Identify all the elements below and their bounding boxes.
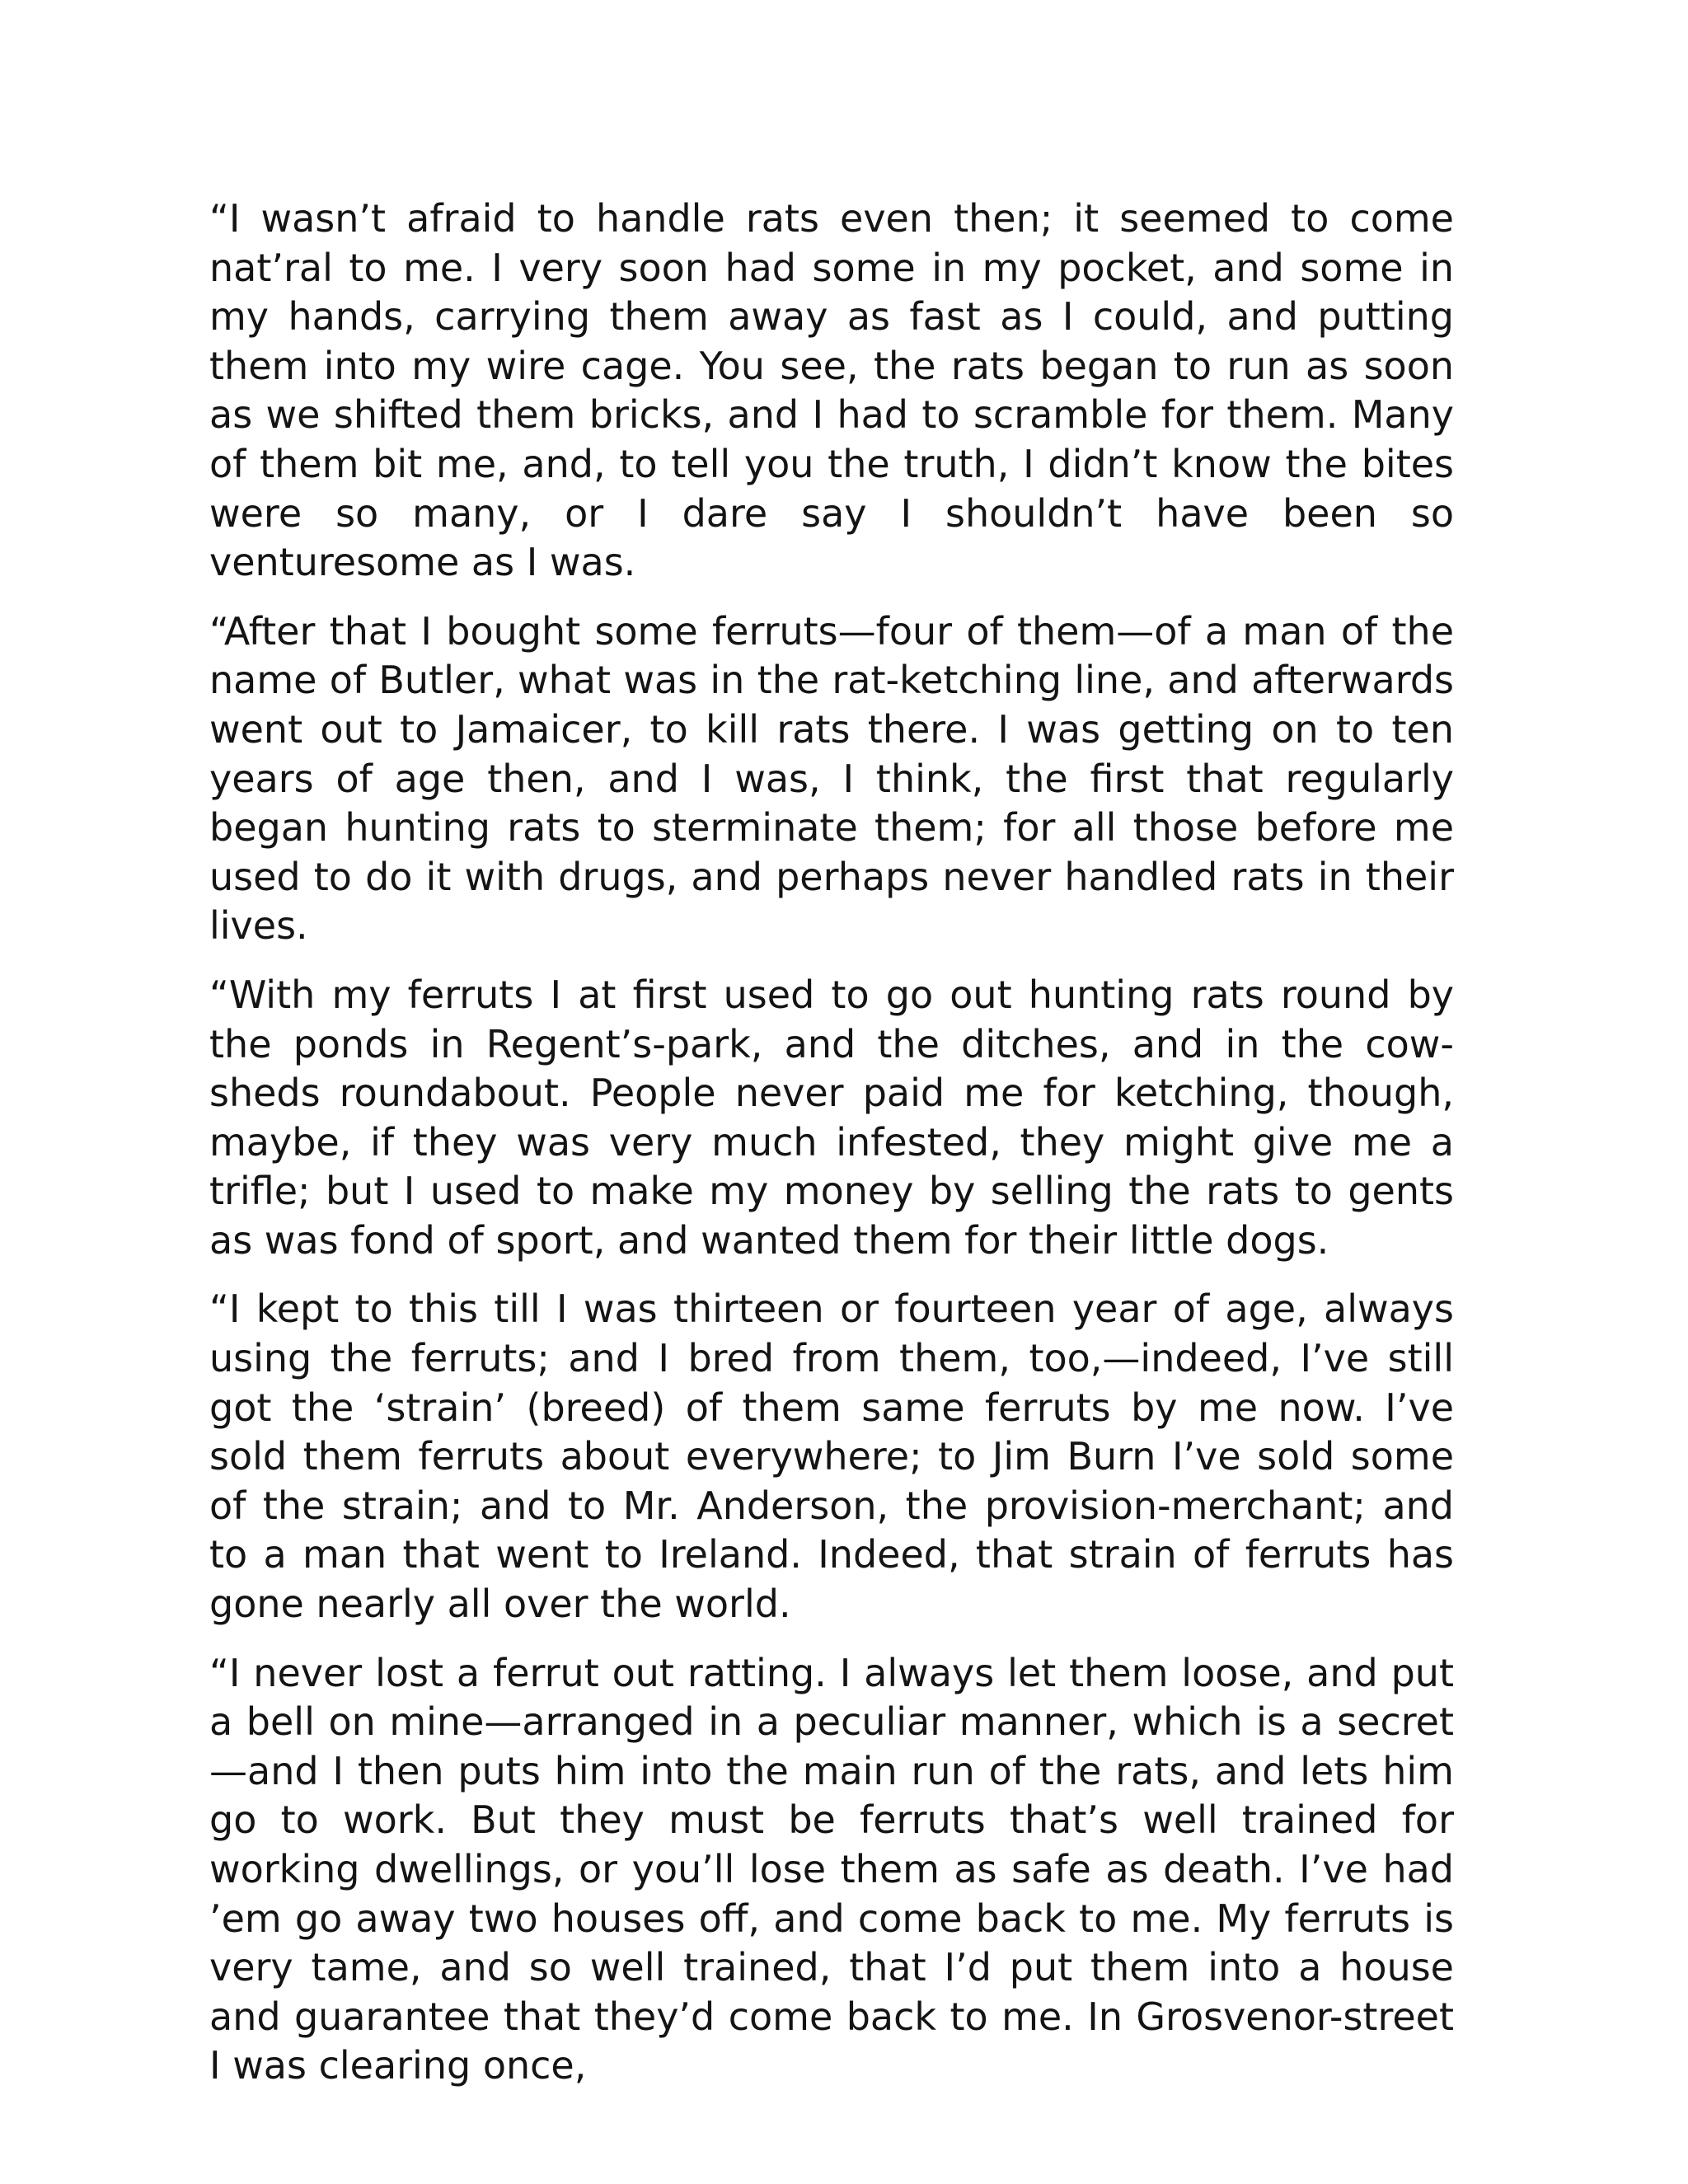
paragraph-4: “I kept to this till I was thirteen or fourteen year of age, always using the ferruts; and I bred from them, too,—indeed, I’ve still got the ‘strain’ (breed) of them same ferruts by me now. I’ve sold them ferruts about everywhere; to Jim Burn I’ve sold some of the strain; and to Mr. Anderson, the provision-merchant; and to a man that went to Ireland. Indeed, that strain of ferruts has gone nearly all over the world.: [209, 1286, 1454, 1627]
paragraph-3: “With my ferruts I at first used to go out hunting rats round by the ponds in Regent’s-park, and the ditches, and in the cow-sheds roundabout. People never paid me for ketching, though, maybe, if they was very much infested, they might give me a trifle; but I used to make my money by selling the rats to gents as was fond of sport, and wanted them for their little dogs.: [209, 972, 1454, 1263]
paragraph-2: “After that I bought some ferruts—four of them—of a man of the name of Butler, what was in the rat-ketching line, and afterwards went out to Jamaicer, to kill rats there. I was getting on to ten years of age then, and I was, I think, the first that regularly began hunting rats to sterminate them; for all those before me used to do it with drugs, and perhaps never handled rats in their lives.: [209, 608, 1454, 949]
paragraph-5: “I never lost a ferrut out ratting. I always let them loose, and put a bell on mine—arranged in a peculiar manner, which is a secret—and I then puts him into the main run of the rats, and lets him go to work. But they must be ferruts that’s well trained for working dwellings, or you’ll lose them as safe as death. I’ve had ’em go away two houses off, and come back to me. My ferruts is very tame, and so well trained, that I’d put them into a house and guarantee that they’d come back to me. In Grosvenor-street I was clearing once,: [209, 1650, 1454, 2088]
page-body: [209, 194, 1454, 2111]
paragraph-1: “I wasn’t afraid to handle rats even then; it seemed to come nat’ral to me. I very soon had some in my pocket, and some in my hands, carrying them away as fast as I could, and putting them into my wire cage. You see, the rats began to run as soon as we shifted them bricks, and I had to scramble for them. Many of them bit me, and, to tell you the truth, I didn’t know the bites were so many, or I dare say I shouldn’t have been so venturesome as I was.: [209, 196, 1454, 585]
